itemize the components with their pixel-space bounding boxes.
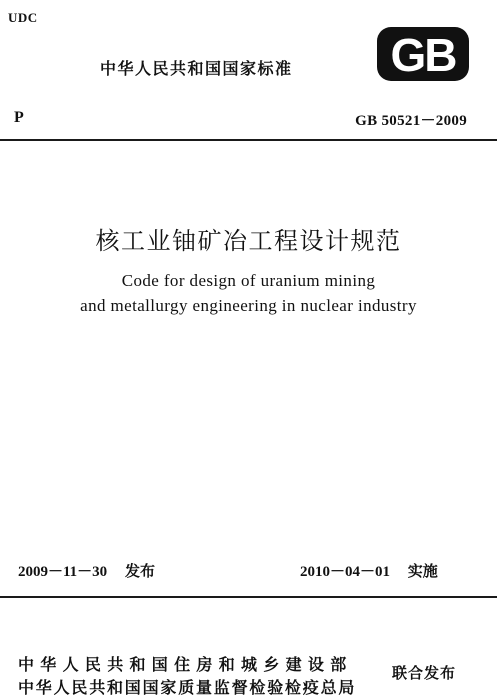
title-chinese: 核工业铀矿冶工程设计规范 [95, 227, 402, 255]
standard-number: GB 50521－2009 [355, 113, 467, 129]
national-standard-header: 中华人民共和国国家标准 [100, 59, 293, 78]
joint-issue-label: 联合发布 [392, 664, 457, 682]
issue-date-line [18, 560, 155, 581]
bottom-divider [0, 596, 497, 598]
classification-letter: P [14, 109, 24, 126]
implement-date-line [300, 560, 438, 581]
issue-label: 发布 [124, 562, 155, 580]
title-english-line-1: Code for design of uranium mining [121, 271, 376, 290]
udc-label: UDC [8, 10, 38, 25]
gb-logo [376, 26, 470, 82]
gb-logo-mark [377, 27, 469, 81]
issuer-ministry-housing: 中华人民共和国住房和城乡建设部 [18, 655, 353, 674]
issuer-aqsiq: 中华人民共和国国家质量监督检验检疫总局 [18, 678, 357, 697]
top-divider [0, 139, 497, 141]
title-english-line-2: and metallurgy engineering in nuclear industry [80, 296, 417, 315]
gb-logo-text: GB [390, 29, 456, 81]
issue-date: 2009－11－30 [18, 564, 108, 580]
implement-date: 2010－04－01 [300, 564, 391, 580]
implement-label: 实施 [407, 562, 438, 580]
